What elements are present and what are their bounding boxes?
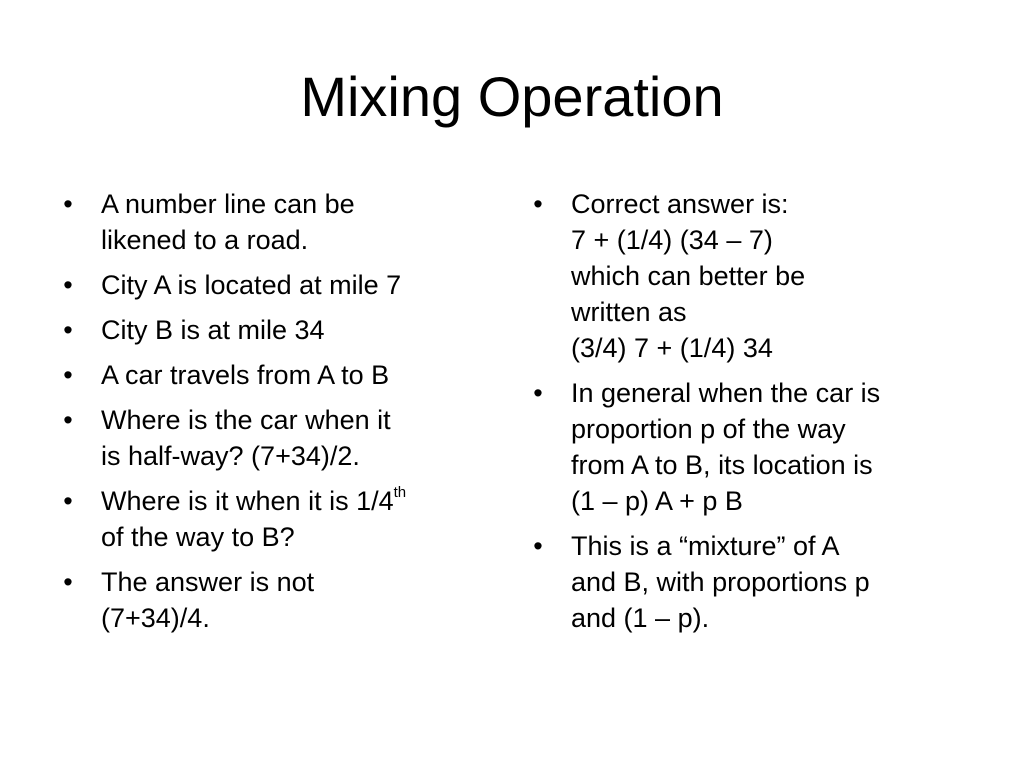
slide-title: Mixing Operation: [300, 65, 724, 128]
bullet-text-line: and (1 – p).: [571, 603, 710, 633]
bullet-item: [58, 267, 498, 303]
bullet-text-line: (1 – p) A + p B: [571, 486, 743, 516]
bullet-text-line: Where is the car when it: [101, 405, 391, 435]
bullet-icon: •: [63, 567, 73, 597]
bullet-text-line: In general when the car is: [571, 378, 881, 408]
bullet-icon: •: [63, 270, 73, 300]
bullet-text-line: of the way to B?: [101, 522, 295, 552]
bullet-icon: •: [533, 189, 543, 219]
right-bullet-column: [528, 186, 968, 645]
left-bullet-column: [58, 186, 498, 645]
bullet-item: [58, 186, 498, 258]
bullet-item: [58, 402, 498, 474]
bullet-text-line: A number line can be: [101, 189, 355, 219]
bullet-item: [528, 528, 968, 636]
bullet-text-line: (7+34)/4.: [101, 603, 210, 633]
bullet-text-line: City B is at mile 34: [101, 315, 325, 345]
bullet-text-line: City A is located at mile 7: [101, 270, 402, 300]
bullet-text-line: 7 + (1/4) (34 – 7): [571, 225, 773, 255]
bullet-text-line: This is a “mixture” of A: [571, 531, 840, 561]
bullet-text-line: written as: [571, 297, 687, 327]
bullet-text-line: which can better be: [571, 261, 806, 291]
bullet-icon: •: [63, 486, 73, 516]
bullet-text-line: The answer is not: [101, 567, 315, 597]
bullet-text-line: proportion p of the way: [571, 414, 846, 444]
bullet-text-line: (3/4) 7 + (1/4) 34: [571, 333, 773, 363]
bullet-icon: •: [533, 378, 543, 408]
bullet-item: [58, 312, 498, 348]
bullet-item: [58, 564, 498, 636]
bullet-text-fragment: Where is it when it is 1/4: [101, 486, 394, 516]
bullet-icon: •: [63, 189, 73, 219]
bullet-text-line: A car travels from A to B: [101, 360, 390, 390]
bullet-icon: •: [63, 315, 73, 345]
bullet-item: [58, 483, 498, 555]
bullet-item: [528, 375, 968, 519]
bullet-icon: •: [63, 405, 73, 435]
bullet-icon: •: [533, 531, 543, 561]
bullet-text-line: from A to B, its location is: [571, 450, 873, 480]
bullet-text-line: and B, with proportions p: [571, 567, 870, 597]
bullet-item: [58, 357, 498, 393]
bullet-text-line: is half-way? (7+34)/2.: [101, 441, 360, 471]
superscript-text: th: [393, 484, 407, 501]
bullet-item: [528, 186, 968, 366]
bullet-text-line: Correct answer is:: [571, 189, 789, 219]
bullet-icon: •: [63, 360, 73, 390]
bullet-text-line: likened to a road.: [101, 225, 309, 255]
bullet-text-line: [101, 483, 498, 519]
